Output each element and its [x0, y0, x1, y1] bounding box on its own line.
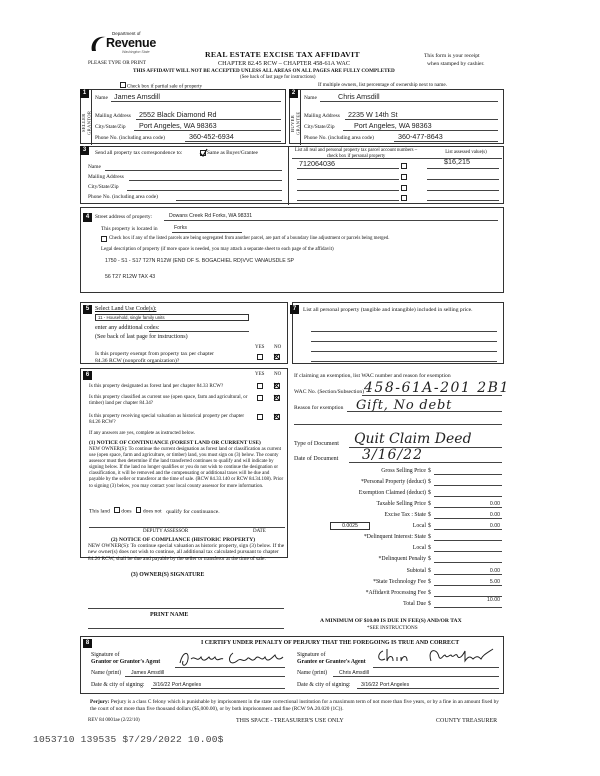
- wac-field[interactable]: 458-61A-201 2B1: [364, 380, 510, 396]
- delinq-interest-local-prefix: $: [428, 545, 431, 551]
- current-use-no-check-icon: [273, 394, 280, 401]
- additional-codes-label: enter any additional codes:: [95, 325, 160, 331]
- seller-mailing-label: Mailing Address: [95, 113, 131, 119]
- buyer-name-field[interactable]: Chris Amsdill: [338, 92, 380, 101]
- legal-description-line-2[interactable]: 56 T27 R12W TAX 43: [105, 274, 156, 280]
- street-address-label: Street address of property:: [95, 214, 153, 220]
- excise-local-prefix: $: [428, 523, 431, 529]
- located-in-label: This property is located in: [101, 226, 158, 232]
- form-subtitle: CHAPTER 82.45 RCW – CHAPTER 458-61A WAC: [218, 60, 350, 67]
- does-not-checkbox[interactable]: [136, 507, 142, 513]
- section-7-personal-property: [292, 302, 504, 364]
- boundary-checkbox[interactable]: [101, 236, 107, 242]
- section-3-number: 3: [80, 146, 89, 155]
- county-treasurer: COUNTY TREASURER: [436, 718, 498, 724]
- buyer-mailing-field[interactable]: 2235 W 14th St: [348, 110, 398, 119]
- total-due-prefix: $: [428, 601, 431, 607]
- grantor-name-label: Name (print): [91, 670, 122, 676]
- tech-fee-label: *State Technology Fee: [373, 579, 426, 585]
- perjury-notice: [90, 699, 506, 712]
- deputy-date-label: DATE: [253, 529, 266, 534]
- current-use-yes-checkbox[interactable]: [257, 395, 263, 401]
- treasurer-only: THIS SPACE - TREASURER'S USE ONLY: [236, 718, 344, 724]
- parcel-personal-checkbox-3[interactable]: [401, 185, 407, 191]
- buyer-city-label: City/State/Zip: [304, 124, 335, 130]
- legal-description-label: Legal description of property (if more space is needed, you may attach a separate sheet to each page of the affidavit): [101, 247, 334, 252]
- reason-field[interactable]: Gift, No debt: [356, 398, 453, 413]
- section-8-number: 8: [83, 639, 92, 648]
- see-back-note: (See back of last page for instructions): [240, 75, 316, 80]
- processing-fee-prefix: $: [428, 590, 431, 596]
- doc-type-field[interactable]: Quit Claim Deed: [354, 431, 472, 447]
- exemption-deduct-prefix: $: [428, 490, 431, 496]
- land-use-yes-header: YES: [255, 345, 265, 350]
- section-7-number: 7: [290, 305, 299, 314]
- seller-city-label: City/State/Zip: [95, 124, 126, 130]
- designation-no-header: NO: [274, 372, 282, 377]
- historic-body: NEW OWNER(S): To continue special valuation as historic property, sign (3) below. If the new owner(s) does not wish to continue, all additional tax calculated pursuant to chapter 84.26 RCW, shall be due and payable by the seller or transferor at the time of sale.: [88, 543, 285, 562]
- section-6-number: 6: [83, 371, 92, 380]
- total-due-value[interactable]: 10.00: [487, 597, 500, 603]
- tech-fee-prefix: $: [428, 579, 431, 585]
- parcel-personal-checkbox-2[interactable]: [401, 174, 407, 180]
- historic-no-check-icon: [273, 413, 280, 420]
- located-in-field[interactable]: Forks: [174, 225, 187, 231]
- receipt-note-2: when stamped by cashier.: [427, 61, 485, 67]
- delinq-penalty-prefix: $: [428, 556, 431, 562]
- buyer-mailing-label: Mailing Address: [304, 113, 340, 119]
- same-as-buyer-label: Same as Buyer/Grantee: [207, 150, 258, 156]
- exemption-claim-note: If claiming an exemption, list WAC number and reason for exemption: [294, 373, 451, 379]
- any-yes-note: If any answers are yes, complete as instructed below.: [89, 431, 196, 436]
- buyer-name-label: Name: [304, 95, 317, 101]
- forest-yes-checkbox[interactable]: [257, 383, 263, 389]
- send-correspondence-label: Send all property tax correspondence to:: [95, 150, 183, 156]
- personal-deduct-prefix: $: [428, 479, 431, 485]
- qualify-label: qualify for continuance.: [166, 508, 220, 515]
- revenue-logo: [88, 31, 158, 57]
- land-use-label: Select Land Use Code(s):: [95, 306, 157, 312]
- certify-statement: I CERTIFY UNDER PENALTY OF PERJURY THAT THE FOREGOING IS TRUE AND CORRECT: [201, 640, 460, 646]
- minimum-due-note: A MINIMUM OF $10.00 IS DUE IN FEE(S) AND/OR TAX: [320, 618, 462, 624]
- does-not-label: does not: [142, 508, 162, 515]
- taxable-price-value[interactable]: 0.00: [489, 501, 500, 507]
- corr-phone-label: Phone No. (including area code): [88, 194, 158, 200]
- excise-state-label: Excise Tax : State: [384, 512, 426, 518]
- seller-phone-field[interactable]: 360-452-6934: [189, 132, 234, 141]
- grantor-name-field[interactable]: James Amsdill: [131, 670, 165, 676]
- buyer-phone-field[interactable]: 360-477-8643: [398, 132, 443, 141]
- delinq-interest-local-label: Local: [412, 545, 426, 551]
- this-land-row: [89, 507, 220, 515]
- historic-question: Is this property receiving special valuation as historical property per chapter 84.26 RCW?: [89, 413, 245, 426]
- seller-grantor-label: SELLER GRANTOR: [81, 110, 92, 136]
- form-title: REAL ESTATE EXCISE TAX AFFIDAVIT: [205, 50, 360, 59]
- continuance-title: (1) NOTICE OF CONTINUANCE (FOREST LAND OR CURRENT USE): [89, 440, 261, 446]
- parcel-field[interactable]: 712064036: [299, 159, 335, 168]
- excise-local-value[interactable]: 0.00: [489, 523, 500, 529]
- grantor-sig-label-2: Grantor or Grantor's Agent: [91, 659, 161, 665]
- exempt-question-2: 84.36 RCW (nonprofit organization)?: [95, 358, 180, 364]
- does-label: does: [121, 508, 132, 515]
- current-use-question: Is this property classified as current use (open space, farm and agricultural, or timber) land per chapter 84.34?: [89, 394, 248, 407]
- dept-label: Department of: [112, 31, 141, 36]
- corr-city-label: City/State/Zip: [88, 184, 119, 190]
- personal-deduct-label: *Personal Property (deduct): [360, 479, 426, 485]
- logo-text: Revenue: [106, 36, 157, 50]
- buyer-grantee-label: BUYER GRANTEE: [290, 111, 301, 135]
- historic-yes-checkbox[interactable]: [257, 414, 263, 420]
- seller-mailing-field[interactable]: 2552 Black Diamond Rd: [139, 110, 217, 119]
- section-5-number: 5: [83, 305, 92, 314]
- this-land-label: This land: [89, 508, 110, 515]
- exemption-deduct-label: Exemption Claimed (deduct): [358, 490, 426, 496]
- buyer-phone-label: Phone No. (including area code): [304, 135, 374, 141]
- personal-property-label: List all personal property (tangible and intangible) included in selling price.: [303, 307, 473, 313]
- forest-land-question: Is this property designated as forest land per chapter 84.33 RCW?: [89, 383, 224, 389]
- exempt-no-check-icon: [273, 353, 280, 360]
- section-4-number: 4: [83, 213, 92, 222]
- grantee-signature[interactable]: [373, 643, 503, 667]
- doc-type-label: Type of Document: [294, 441, 339, 447]
- assessed-header: List assessed value(s): [445, 150, 487, 155]
- excise-local-label: Local: [412, 523, 426, 529]
- gross-price-label: Gross Selling Price: [381, 468, 426, 474]
- seller-city-field[interactable]: Port Angeles, WA 98363: [139, 121, 217, 130]
- corr-mailing-label: Mailing Address: [88, 174, 124, 180]
- section-6-designation: [80, 368, 288, 558]
- subtotal-label: Subtotal: [406, 568, 426, 574]
- section-2-number: 2: [289, 89, 298, 98]
- exempt-yes-checkbox[interactable]: [257, 354, 263, 360]
- legal-description-line-1[interactable]: 1750 - S1 - S17 T27N R12W (END OF S. BOGACHIEL RD)VVC VANAUSDLE SP: [105, 258, 295, 264]
- logo-tagline: Washington State: [122, 50, 150, 54]
- form-id: REV 84 0001ae (2/22/10): [88, 718, 140, 723]
- grantee-date-field[interactable]: 3/16/22 Port Angeles: [361, 682, 410, 688]
- grantee-sig-label-1: Signature of: [297, 652, 326, 658]
- section-1-number: 1: [80, 89, 89, 98]
- parcel-personal-checkbox-1[interactable]: [401, 163, 407, 169]
- perjury-label: Perjury:: [90, 699, 110, 705]
- land-use-no-header: NO: [274, 345, 282, 350]
- continuance-body: NEW OWNER(S): To continue the current designation as forest land or classification as current use (open space, farm and agriculture, or timber) land, you must sign on (3) below. The county assessor must then determine if the land transferred continues to qualify and will indicate by signing below. If the land no longer qualifies or you do not wish to continue the designation or classification, it will be removed and the compensating or additional taxes will be due and payable by the seller or transferor at the time of sale. (RCW 84.33.140 or RCW 84.34.108). Prior to signing (3) below, you may contact your local county assessor for more information.: [89, 447, 284, 489]
- taxable-price-prefix: $: [428, 501, 431, 507]
- parcel-header: List all real and personal property tax parcel account numbers – check box if personal property: [294, 148, 418, 159]
- section-2-buyer: [289, 89, 504, 144]
- grantee-name-label: Name (print): [297, 670, 328, 676]
- wac-label: WAC No. (Section/Subsection): [294, 389, 365, 395]
- grantor-sig-label-1: Signature of: [91, 652, 120, 658]
- multiple-owners-note: If multiple owners, list percentage of ownership next to name.: [318, 82, 447, 88]
- receipt-note-1: This form is your receipt: [424, 53, 480, 59]
- deputy-assessor-label: DEPUTY ASSESSOR: [143, 529, 189, 534]
- forest-no-check-icon: [273, 382, 280, 389]
- taxable-price-label: Taxable Selling Price: [376, 501, 426, 507]
- seller-name-field[interactable]: James Amsdill: [114, 92, 160, 101]
- parcel-personal-checkbox-4[interactable]: [401, 195, 407, 201]
- subtotal-prefix: $: [428, 568, 431, 574]
- grantee-name-field[interactable]: Chris Amsdill: [339, 670, 369, 676]
- doc-date-label: Date of Document: [294, 456, 339, 462]
- section-8-certification: [80, 636, 504, 694]
- historic-title: (2) NOTICE OF COMPLIANCE (HISTORIC PROPERTY): [111, 537, 256, 543]
- reason-label: Reason for exemption: [294, 405, 344, 411]
- section-1-seller: [80, 89, 286, 144]
- corr-name-label: Name: [88, 164, 101, 170]
- partial-sale-checkbox[interactable]: [120, 82, 126, 88]
- doc-date-field[interactable]: 3/16/22: [362, 447, 423, 463]
- excise-state-prefix: $: [428, 512, 431, 518]
- perjury-text: Perjury is a class C felony which is punishable by imprisonment in the state correctional institution for a maximum term of not more than five years, or by a fine in an amount fixed by the court of not more than five thousand dollars ($5,000.00), or by both imprisonment and fine (RCW 9A.20.020 (1C)).: [90, 699, 499, 712]
- grantee-date-label: Date & city of signing:: [297, 682, 351, 688]
- boundary-text: Check box if any of the listed parcels are being segregated from another parcel, are part of a boundary line adjustment or parcels being merged.: [109, 236, 390, 241]
- delinq-penalty-label: *Delinquent Penalty: [378, 556, 426, 562]
- seller-phone-label: Phone No. (including area code): [95, 135, 165, 141]
- land-use-select[interactable]: 11 - Household, single family units: [95, 314, 249, 321]
- buyer-city-field[interactable]: Port Angeles, WA 98363: [354, 121, 432, 130]
- recording-stamp: 1053710 139535 $7/29/2022 10.00$: [33, 734, 224, 745]
- delinq-interest-state-prefix: $: [428, 534, 431, 540]
- tax-calculation-table: [294, 466, 502, 606]
- partial-sale-label: Check box if partial sale of property: [126, 83, 203, 90]
- total-due-label: Total Due: [403, 601, 426, 607]
- subtotal-value[interactable]: 0.00: [489, 568, 500, 574]
- gross-price-prefix: $: [428, 468, 431, 474]
- see-instructions-note: *SEE INSTRUCTIONS: [367, 625, 418, 631]
- grantor-date-field[interactable]: 3/16/22 Port Angeles: [153, 682, 202, 688]
- assessed-field[interactable]: $16,215: [444, 157, 470, 166]
- section-3-correspondence: [80, 146, 504, 204]
- print-name-label: PRINT NAME: [150, 612, 189, 618]
- processing-fee-label: *Affidavit Processing Fee: [365, 590, 426, 596]
- print-instruction: PLEASE TYPE OR PRINT: [88, 60, 146, 66]
- section-5-land-use: [80, 302, 288, 364]
- section-4-property: [80, 207, 504, 293]
- does-checkbox[interactable]: [114, 507, 120, 513]
- exempt-question-1: Is this property exempt from property tax per chapter: [95, 351, 214, 357]
- land-use-see-back: (See back of last page for instructions): [95, 334, 188, 340]
- tech-fee-value[interactable]: 5.00: [489, 579, 500, 585]
- owner-signature-label: (3) OWNER(S) SIGNATURE: [131, 572, 205, 578]
- designation-yes-header: YES: [255, 372, 265, 377]
- street-address-field[interactable]: Dowans Creek Rd Forks, WA 98331: [169, 213, 253, 219]
- local-rate-select[interactable]: 0.0025: [330, 522, 370, 530]
- excise-state-value[interactable]: 0.00: [489, 512, 500, 518]
- delinq-interest-state-label: *Delinquent Interest: State: [363, 534, 426, 540]
- grantor-date-label: Date & city of signing:: [91, 682, 145, 688]
- form-warning: THIS AFFIDAVIT WILL NOT BE ACCEPTED UNLESS ALL AREAS ON ALL PAGES ARE FULLY COMPLETED: [133, 68, 395, 74]
- grantee-sig-label-2: Grantee or Grantee's Agent: [297, 659, 366, 665]
- seller-name-label: Name: [95, 95, 108, 101]
